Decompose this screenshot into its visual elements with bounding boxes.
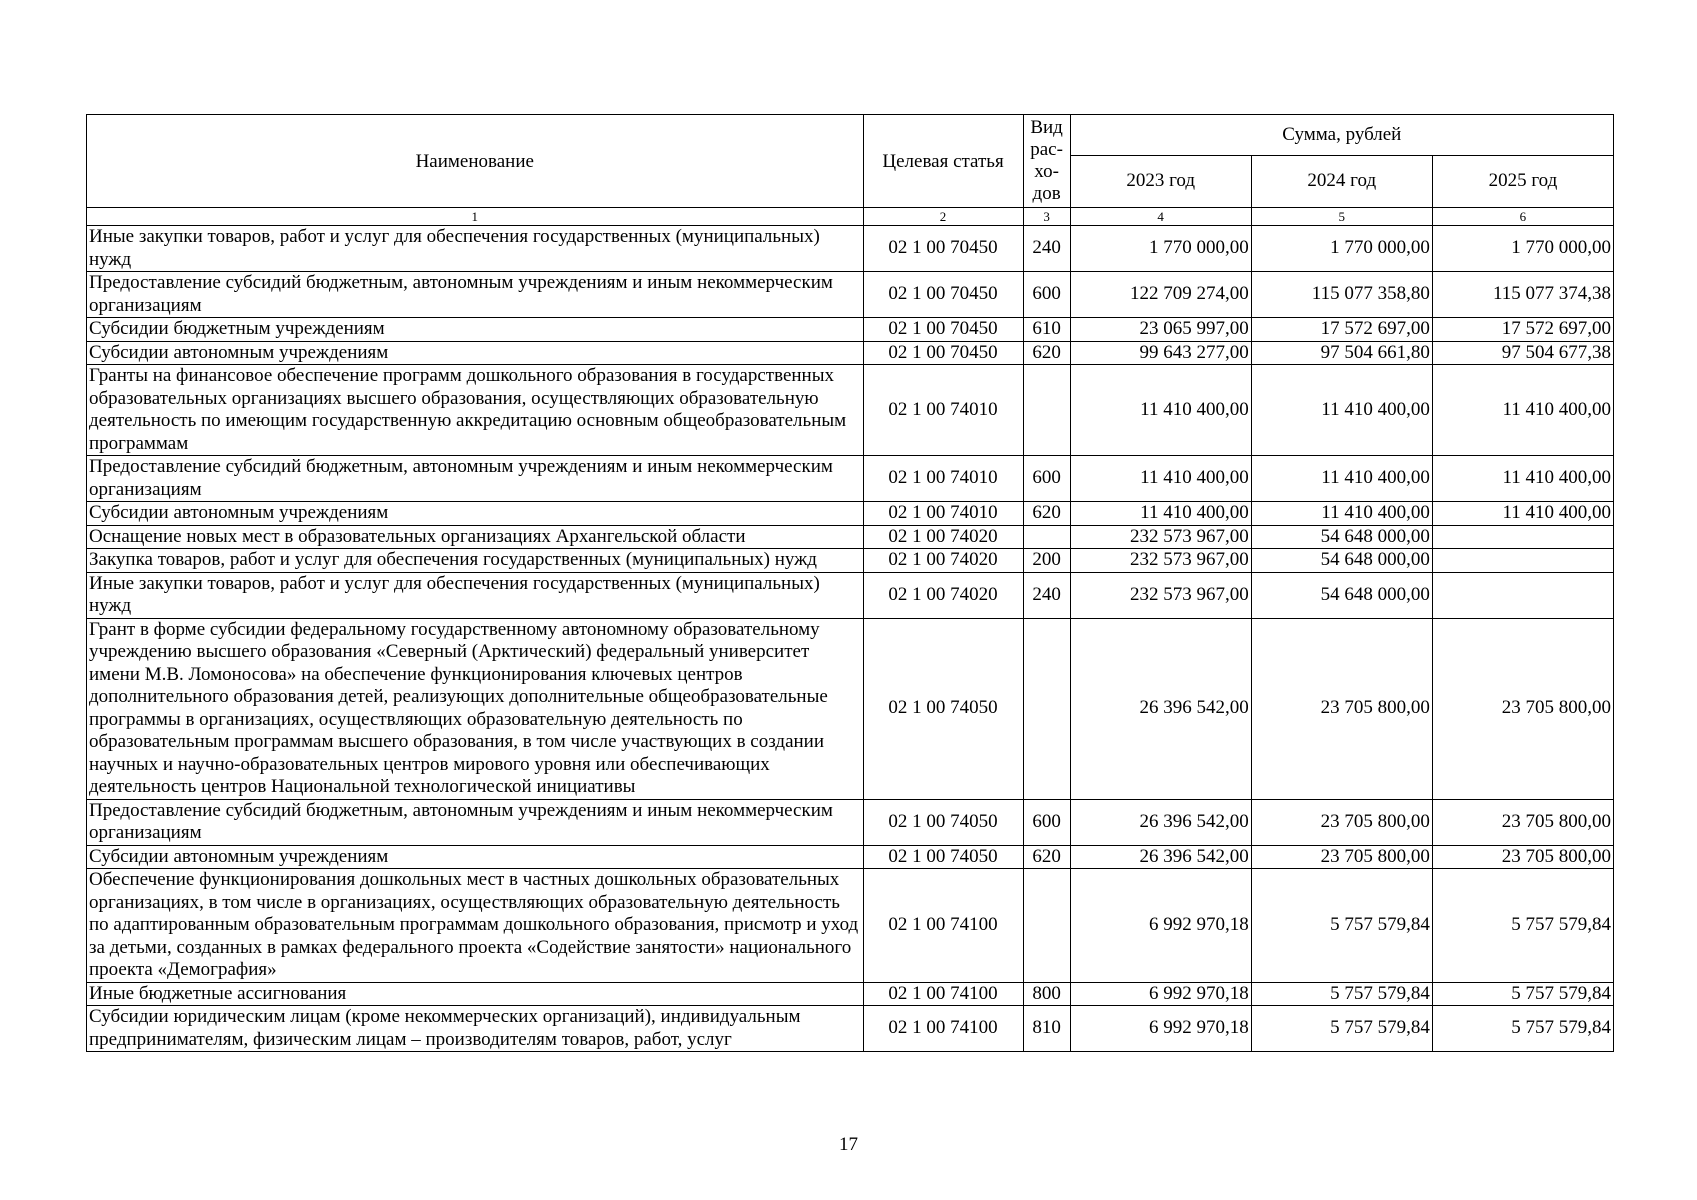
table-row [87,456,1614,502]
row-expense-kind: 200 [1023,549,1070,573]
row-sum-2023: 11 410 400,00 [1070,456,1251,502]
row-expense-kind: 620 [1023,341,1070,365]
row-expense-kind [1023,525,1070,549]
table-row [87,341,1614,365]
row-expense-kind: 610 [1023,318,1070,342]
row-sum-2025: 115 077 374,38 [1432,272,1613,318]
row-sum-2023: 6 992 970,18 [1070,1006,1251,1052]
row-name: Грант в форме субсидии федеральному государственному автономному образовательному учреждению высшего образования «Северный (Арктический) федеральный университет имени М.В. Ломоносова» на обеспечение функционирования ключевых центров дополнительного образования детей, реализующих дополнительные общеобразовательные программы в организациях, осуществляющих образовательную деятельность по образовательным программам высшего образования, в том числе участвующих в создании научных и научно-образовательных центров мирового уровня или обеспечивающих деятельность центров Национальной технологической инициативы [87,618,864,799]
row-sum-2024: 97 504 661,80 [1251,341,1432,365]
row-sum-2024: 11 410 400,00 [1251,456,1432,502]
table-header [87,115,1614,226]
row-name: Субсидии бюджетным учреждениям [87,318,864,342]
row-target-article: 02 1 00 74100 [863,1006,1023,1052]
row-sum-2025: 5 757 579,84 [1432,869,1613,983]
header-expense-kind [1023,115,1070,208]
table-row [87,272,1614,318]
row-name: Иные бюджетные ассигнования [87,982,864,1006]
row-target-article: 02 1 00 74010 [863,365,1023,456]
header-expense-kind-line-2: рас- [1030,139,1063,160]
row-sum-2024: 5 757 579,84 [1251,869,1432,983]
row-expense-kind [1023,365,1070,456]
table-body [87,226,1614,1052]
row-target-article: 02 1 00 74020 [863,572,1023,618]
row-expense-kind: 800 [1023,982,1070,1006]
row-sum-2024: 23 705 800,00 [1251,799,1432,845]
column-number-row [87,208,1614,226]
budget-table [86,114,1614,1052]
header-expense-kind-line-4: дов [1032,183,1061,204]
row-expense-kind: 240 [1023,226,1070,272]
row-expense-kind: 620 [1023,845,1070,869]
row-expense-kind: 600 [1023,456,1070,502]
row-sum-2024: 23 705 800,00 [1251,845,1432,869]
row-sum-2025 [1432,572,1613,618]
column-number: 2 [863,208,1023,226]
row-sum-2025: 17 572 697,00 [1432,318,1613,342]
page-number: 17 [839,1134,858,1155]
row-sum-2025: 97 504 677,38 [1432,341,1613,365]
row-expense-kind [1023,869,1070,983]
header-name: Наименование [87,115,864,208]
row-sum-2024: 5 757 579,84 [1251,1006,1432,1052]
row-sum-2024: 54 648 000,00 [1251,549,1432,573]
table-row [87,845,1614,869]
row-target-article: 02 1 00 74050 [863,618,1023,799]
row-expense-kind: 810 [1023,1006,1070,1052]
row-sum-2025: 11 410 400,00 [1432,502,1613,526]
row-sum-2023: 6 992 970,18 [1070,869,1251,983]
row-expense-kind [1023,618,1070,799]
row-sum-2024: 54 648 000,00 [1251,525,1432,549]
table-row [87,1006,1614,1052]
row-target-article: 02 1 00 74010 [863,456,1023,502]
row-name: Закупка товаров, работ и услуг для обеспечения государственных (муниципальных) нужд [87,549,864,573]
row-sum-2023: 26 396 542,00 [1070,845,1251,869]
column-number: 3 [1023,208,1070,226]
row-sum-2024: 1 770 000,00 [1251,226,1432,272]
column-number: 6 [1432,208,1613,226]
row-name: Предоставление субсидий бюджетным, автономным учреждениям и иным некоммерческим организациям [87,272,864,318]
table-row [87,572,1614,618]
table-row [87,525,1614,549]
row-target-article: 02 1 00 70450 [863,318,1023,342]
row-target-article: 02 1 00 74050 [863,799,1023,845]
row-sum-2023: 11 410 400,00 [1070,365,1251,456]
row-sum-2024: 23 705 800,00 [1251,618,1432,799]
row-name: Оснащение новых мест в образовательных организациях Архангельской области [87,525,864,549]
header-expense-kind-line-3: хо- [1034,161,1059,182]
row-target-article: 02 1 00 74100 [863,869,1023,983]
row-expense-kind: 600 [1023,799,1070,845]
row-target-article: 02 1 00 74010 [863,502,1023,526]
row-sum-2025: 23 705 800,00 [1432,618,1613,799]
row-sum-2023: 1 770 000,00 [1070,226,1251,272]
row-sum-2025 [1432,549,1613,573]
row-sum-2025: 23 705 800,00 [1432,799,1613,845]
row-target-article: 02 1 00 74020 [863,525,1023,549]
row-sum-2024: 11 410 400,00 [1251,365,1432,456]
row-expense-kind: 600 [1023,272,1070,318]
row-sum-2025: 11 410 400,00 [1432,365,1613,456]
row-name: Гранты на финансовое обеспечение программ дошкольного образования в государственных образовательных организациях высшего образования, осуществляющих образовательную деятельность по имеющим государственную аккредитацию основным общеобразовательным программам [87,365,864,456]
row-target-article: 02 1 00 74050 [863,845,1023,869]
row-name: Предоставление субсидий бюджетным, автономным учреждениям и иным некоммерческим организациям [87,456,864,502]
table-row [87,982,1614,1006]
table-row [87,226,1614,272]
row-target-article: 02 1 00 74100 [863,982,1023,1006]
row-sum-2023: 23 065 997,00 [1070,318,1251,342]
header-target-article: Целевая статья [863,115,1023,208]
row-name: Субсидии автономным учреждениям [87,845,864,869]
table-row [87,549,1614,573]
table-row [87,365,1614,456]
row-sum-2025: 1 770 000,00 [1432,226,1613,272]
row-sum-2023: 6 992 970,18 [1070,982,1251,1006]
row-sum-2023: 232 573 967,00 [1070,549,1251,573]
row-sum-2023: 122 709 274,00 [1070,272,1251,318]
table-row [87,318,1614,342]
row-target-article: 02 1 00 70450 [863,226,1023,272]
column-number: 4 [1070,208,1251,226]
row-sum-2025 [1432,525,1613,549]
row-name: Иные закупки товаров, работ и услуг для обеспечения государственных (муниципальных) нужд [87,572,864,618]
row-expense-kind: 240 [1023,572,1070,618]
row-target-article: 02 1 00 70450 [863,272,1023,318]
row-name: Субсидии автономным учреждениям [87,341,864,365]
row-sum-2024: 115 077 358,80 [1251,272,1432,318]
column-number: 5 [1251,208,1432,226]
header-year-2023: 2023 год [1070,156,1251,208]
row-name: Иные закупки товаров, работ и услуг для обеспечения государственных (муниципальных) нужд [87,226,864,272]
row-sum-2024: 11 410 400,00 [1251,502,1432,526]
table-row [87,869,1614,983]
row-sum-2023: 232 573 967,00 [1070,572,1251,618]
row-sum-2023: 26 396 542,00 [1070,618,1251,799]
table-row [87,799,1614,845]
row-sum-2024: 54 648 000,00 [1251,572,1432,618]
row-name: Предоставление субсидий бюджетным, автономным учреждениям и иным некоммерческим организациям [87,799,864,845]
row-name: Обеспечение функционирования дошкольных мест в частных дошкольных образовательных организациях, в том числе в организациях, осуществляющих образовательную деятельность по адаптированным образовательным программам дошкольного образования, присмотр и уход за детьми, созданных в рамках федерального проекта «Содействие занятости» национального проекта «Демография» [87,869,864,983]
row-sum-2025: 11 410 400,00 [1432,456,1613,502]
table-row [87,618,1614,799]
row-sum-2025: 23 705 800,00 [1432,845,1613,869]
table-row [87,502,1614,526]
row-sum-2025: 5 757 579,84 [1432,982,1613,1006]
row-target-article: 02 1 00 74020 [863,549,1023,573]
header-sum-group: Сумма, рублей [1070,115,1613,156]
row-name: Субсидии автономным учреждениям [87,502,864,526]
row-sum-2025: 5 757 579,84 [1432,1006,1613,1052]
header-year-2024: 2024 год [1251,156,1432,208]
row-name: Субсидии юридическим лицам (кроме некоммерческих организаций), индивидуальным предпринимателям, физическим лицам – производителям товаров, работ, услуг [87,1006,864,1052]
header-expense-kind-line-1: Вид [1030,117,1063,138]
row-sum-2023: 232 573 967,00 [1070,525,1251,549]
column-number: 1 [87,208,864,226]
header-year-2025: 2025 год [1432,156,1613,208]
row-sum-2023: 11 410 400,00 [1070,502,1251,526]
row-sum-2023: 99 643 277,00 [1070,341,1251,365]
row-sum-2024: 5 757 579,84 [1251,982,1432,1006]
row-sum-2023: 26 396 542,00 [1070,799,1251,845]
row-expense-kind: 620 [1023,502,1070,526]
row-target-article: 02 1 00 70450 [863,341,1023,365]
row-sum-2024: 17 572 697,00 [1251,318,1432,342]
